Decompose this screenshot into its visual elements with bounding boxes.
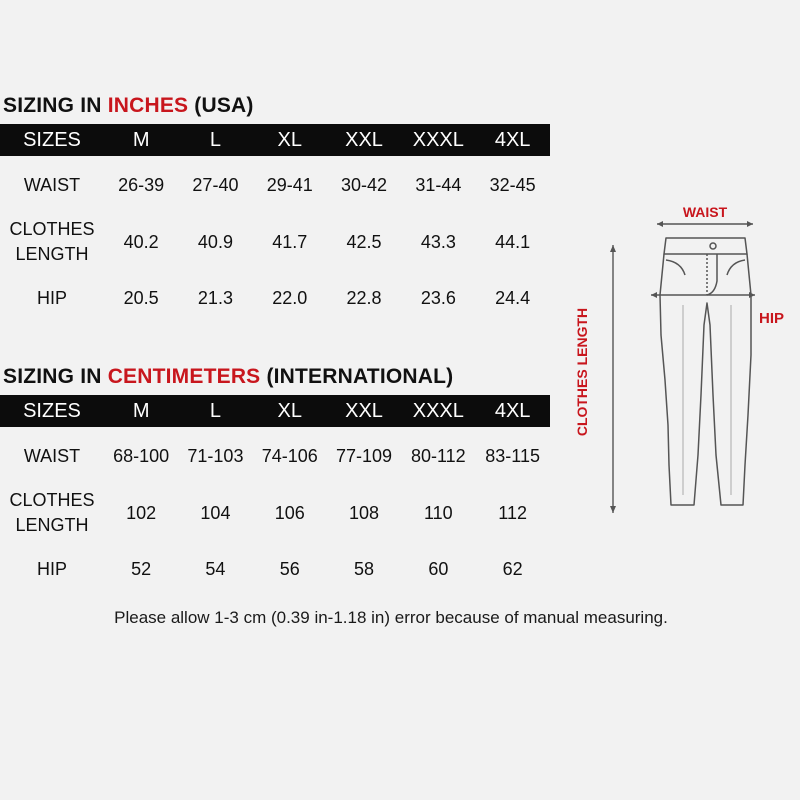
table-cell: 31-44 [415,174,462,195]
table-cell: 26-39 [118,174,165,195]
table-cell: 110 [423,502,453,523]
header-cell: L [209,399,221,422]
row-label: HIP [36,287,67,308]
table-cell: 44.1 [495,231,531,252]
header-cell: M [132,128,150,151]
title-suffix: (USA) [188,94,254,117]
table-cell: 58 [354,558,375,579]
table-cell: 41.7 [272,231,308,252]
row-label: WAIST [23,445,81,466]
header-cell: SIZES [23,399,81,422]
measurement-note: Please allow 1-3 cm (0.39 in-1.18 in) error because of manual measuring. [114,608,668,627]
title-suffix: (INTERNATIONAL) [260,365,454,388]
table-row-waist [0,156,550,214]
pants-outline-icon [660,238,751,505]
table-cell: 83-115 [485,445,540,466]
table-cell: 23.6 [420,287,456,308]
table-cell: 102 [126,502,157,523]
header-cell: XL [277,399,302,422]
table-cell: 104 [200,502,231,523]
header-cell: L [209,128,221,151]
table-cell: 24.4 [495,287,531,308]
table-cell: 54 [205,558,226,579]
clothes-length-label: CLOTHES LENGTH [574,307,590,437]
table-row-hip [0,270,550,326]
table-cell: 60 [428,558,449,579]
table-cell: 71-103 [187,445,244,466]
table-cell: 22.8 [346,287,382,308]
title-accent: INCHES [107,94,189,117]
header-cell: XXL [345,128,383,151]
length-arrow [610,245,616,513]
header-cell: XXXL [412,128,464,151]
table-row-length [0,214,550,270]
table-cell: 40.2 [123,231,159,252]
table-cell: 40.9 [197,231,233,252]
table-cell: 68-100 [113,445,170,466]
table-cell: 108 [349,502,380,523]
header-cell: XXL [345,399,383,422]
row-label-line: LENGTH [15,515,89,535]
pants-measurement-diagram [565,195,800,525]
header-cell: SIZES [23,128,81,151]
header-cell: XL [277,128,302,151]
table-cell: 77-109 [336,445,393,466]
centimeters-size-table [0,395,550,597]
title-prefix: SIZING IN [3,94,108,117]
table-row-length [0,485,550,541]
centimeters-section-title [3,365,453,389]
table-cell: 20.5 [123,287,159,308]
title-accent: CENTIMETERS [107,365,261,388]
table-cell: 29-41 [266,174,313,195]
header-cell: XXXL [412,399,464,422]
table-cell: 106 [274,502,305,523]
table-cell: 21.3 [197,287,233,308]
waist-label: WAIST [682,204,728,220]
hip-label: HIP [759,310,785,327]
table-cell: 52 [131,558,152,579]
row-label: HIP [36,558,67,579]
table-row-waist [0,427,550,485]
hip-arrow [651,292,755,298]
inches-section-title [3,94,254,118]
row-label-line: CLOTHES [9,490,95,510]
row-label-line: LENGTH [15,244,89,264]
row-label-line: CLOTHES [9,219,95,239]
table-cell: 112 [498,502,527,523]
table-header [0,395,550,427]
inches-size-table [0,124,550,326]
table-row-hip [0,541,550,597]
table-cell: 56 [279,558,300,579]
title-prefix: SIZING IN [3,365,108,388]
table-cell: 80-112 [410,445,466,466]
table-cell: 30-42 [341,174,388,195]
header-cell: 4XL [494,128,531,151]
waist-arrow [657,221,753,227]
table-cell: 22.0 [272,287,308,308]
table-cell: 43.3 [420,231,456,252]
row-label [0,488,104,538]
header-cell: M [132,399,150,422]
table-cell: 42.5 [346,231,382,252]
table-cell: 74-106 [261,445,318,466]
table-cell: 27-40 [192,174,239,195]
table-cell: 62 [502,558,523,579]
table-cell: 32-45 [489,174,536,195]
table-header [0,124,550,156]
row-label [0,217,104,267]
row-label: WAIST [23,174,81,195]
header-cell: 4XL [494,399,531,422]
